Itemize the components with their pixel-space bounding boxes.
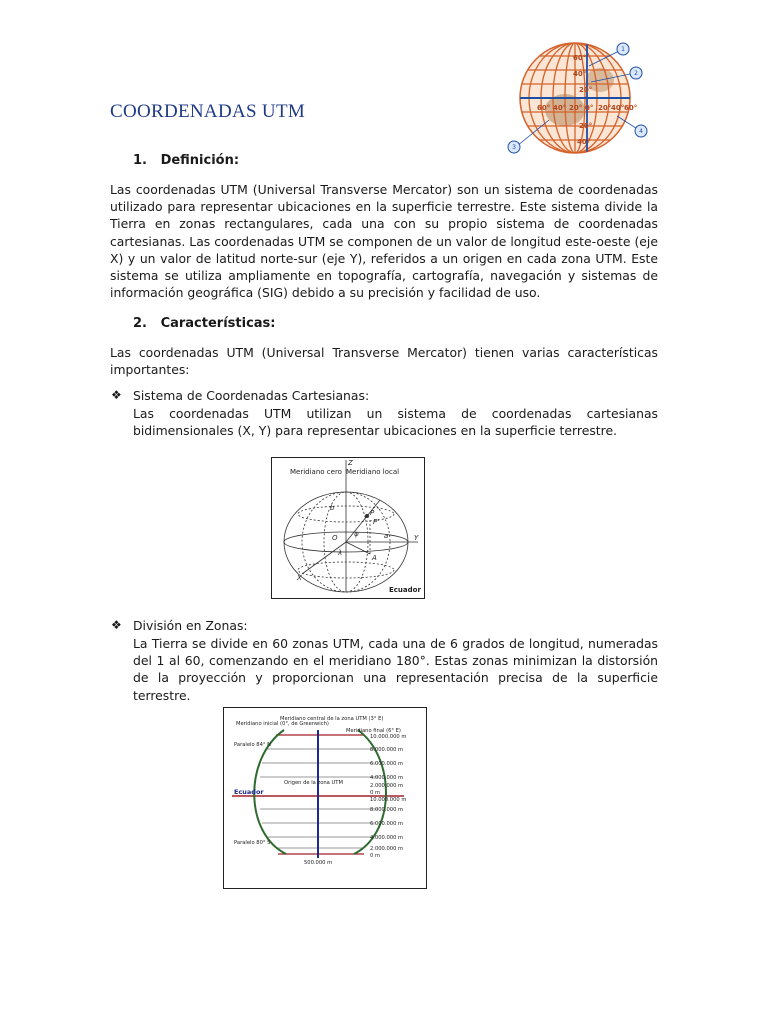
southing-value: 4.000.000 m bbox=[370, 835, 404, 841]
section-title: Características: bbox=[160, 316, 276, 331]
northing-value: 4.000.000 m bbox=[370, 775, 404, 781]
section-number: 1. bbox=[133, 153, 147, 168]
sphere-coordinates-figure bbox=[271, 457, 425, 599]
zone-equator-label: Ecuador bbox=[234, 788, 264, 796]
section-heading-definicion bbox=[133, 153, 239, 168]
lon-label: 60° bbox=[624, 104, 638, 112]
sphere-equator-label: Ecuador bbox=[389, 586, 421, 594]
northing-value: 8.000.000 m bbox=[370, 747, 404, 753]
easting-label: 500.000 m bbox=[304, 860, 333, 866]
bullet-text: La Tierra se divide en 60 zonas UTM, cada una de 6 grados de longitud, numeradas del 1 al 60, comenzando en el meridiano 180°. Estas zonas minimizan la distorsión de la proyección y proporcionan una representación precisa de la superficie terrestre. bbox=[133, 636, 658, 703]
southing-value: 10.000.000 m bbox=[370, 797, 407, 803]
point-label: λ bbox=[338, 549, 343, 557]
lat-label: 40° bbox=[577, 138, 591, 146]
lon-label: 60° bbox=[537, 104, 551, 112]
bullet-diamond-icon: ❖ bbox=[111, 618, 122, 632]
callout-number: 3 bbox=[512, 144, 516, 151]
lat-label: 40° bbox=[573, 70, 587, 78]
characteristics-intro: Las coordenadas UTM (Universal Transverse Mercator) tienen varias características importantes: bbox=[110, 345, 658, 378]
northing-value: 0 m bbox=[370, 790, 381, 796]
central-meridian-label: Meridiano central de la zona UTM (3° E) bbox=[280, 716, 384, 722]
axis-z-label: Z bbox=[348, 459, 353, 467]
lon-label: 40° bbox=[553, 104, 567, 112]
northing-value: 10.000.000 m bbox=[370, 734, 407, 740]
point-label: b bbox=[330, 504, 335, 512]
axis-x-label: X bbox=[297, 574, 302, 582]
section-number: 2. bbox=[133, 316, 147, 331]
section-title: Definición: bbox=[160, 153, 240, 168]
callout-number: 2 bbox=[634, 70, 638, 77]
parallel-south-label: Paralelo 80° S bbox=[234, 840, 271, 846]
callout-number: 1 bbox=[621, 46, 625, 53]
globe-graticule-image bbox=[505, 40, 655, 160]
final-meridian-label: Meridiano final (6° E) bbox=[346, 728, 401, 734]
point-label: a bbox=[384, 532, 389, 540]
southing-value: 6.000.000 m bbox=[370, 821, 404, 827]
point-label: P' bbox=[373, 518, 380, 526]
callout-number: 4 bbox=[639, 128, 643, 135]
northing-value: 2.000.000 m bbox=[370, 783, 404, 789]
lat-label: 20° bbox=[579, 86, 593, 94]
bullet-diamond-icon: ❖ bbox=[111, 388, 122, 402]
sphere-label-meridiano-cero: Meridiano cero bbox=[290, 468, 342, 476]
origin-label: Origen de la zona UTM bbox=[284, 780, 343, 786]
southing-value: 8.000.000 m bbox=[370, 807, 404, 813]
globe-figure bbox=[505, 40, 655, 160]
northing-value: 6.000.000 m bbox=[370, 761, 404, 767]
point-label: A bbox=[372, 554, 377, 562]
lon-label: 20° bbox=[598, 104, 612, 112]
point-label: φ bbox=[354, 530, 359, 538]
lat-label: 20° bbox=[579, 122, 593, 130]
point-label: O bbox=[332, 534, 338, 542]
definition-paragraph: Las coordenadas UTM (Universal Transverse Mercator) son un sistema de coordenadas utilizado para representar ubicaciones en la superficie terrestre. Este sistema divide la Tierra en zonas rectangulares, cada una con su propio sistema de coordenadas cartesianas. Las coordenadas UTM se componen de un valor de longitud este-oeste (eje X) y un valor de latitud norte-sur (eje Y), referidos a un origen en cada zona UTM. Este sistema se utiliza ampliamente en topografía, cartografía, navegación y sistemas de información geográfica (SIG) debido a su precisión y facilidad de uso. bbox=[110, 182, 658, 301]
bullet-text: Las coordenadas UTM utilizan un sistema de coordenadas cartesianas bidimensionales (X, Y) para representar ubicaciones en la superficie terrestre. bbox=[133, 406, 658, 439]
southing-value: 2.000.000 m bbox=[370, 846, 404, 852]
parallel-north-label: Paralelo 84° N bbox=[234, 742, 272, 748]
initial-meridian-label: Meridiano inicial (0°, de Greenwich) bbox=[236, 721, 329, 727]
bullet-title: Sistema de Coordenadas Cartesianas: bbox=[133, 388, 370, 403]
utm-zone-figure bbox=[223, 707, 427, 889]
page-title: COORDENADAS UTM bbox=[110, 101, 306, 122]
lon-label: 0° bbox=[585, 104, 594, 112]
lon-label: 20° bbox=[569, 104, 583, 112]
bullet-title: División en Zonas: bbox=[133, 618, 248, 633]
section-heading-caracteristicas bbox=[133, 316, 276, 331]
axis-y-label: Y bbox=[414, 534, 419, 542]
sphere-label-meridiano-local: Meridiano local bbox=[346, 468, 400, 476]
point-label: P bbox=[370, 509, 375, 517]
southing-value: 0 m bbox=[370, 853, 381, 859]
lon-label: 40° bbox=[611, 104, 625, 112]
lat-label: 60° bbox=[573, 54, 587, 62]
